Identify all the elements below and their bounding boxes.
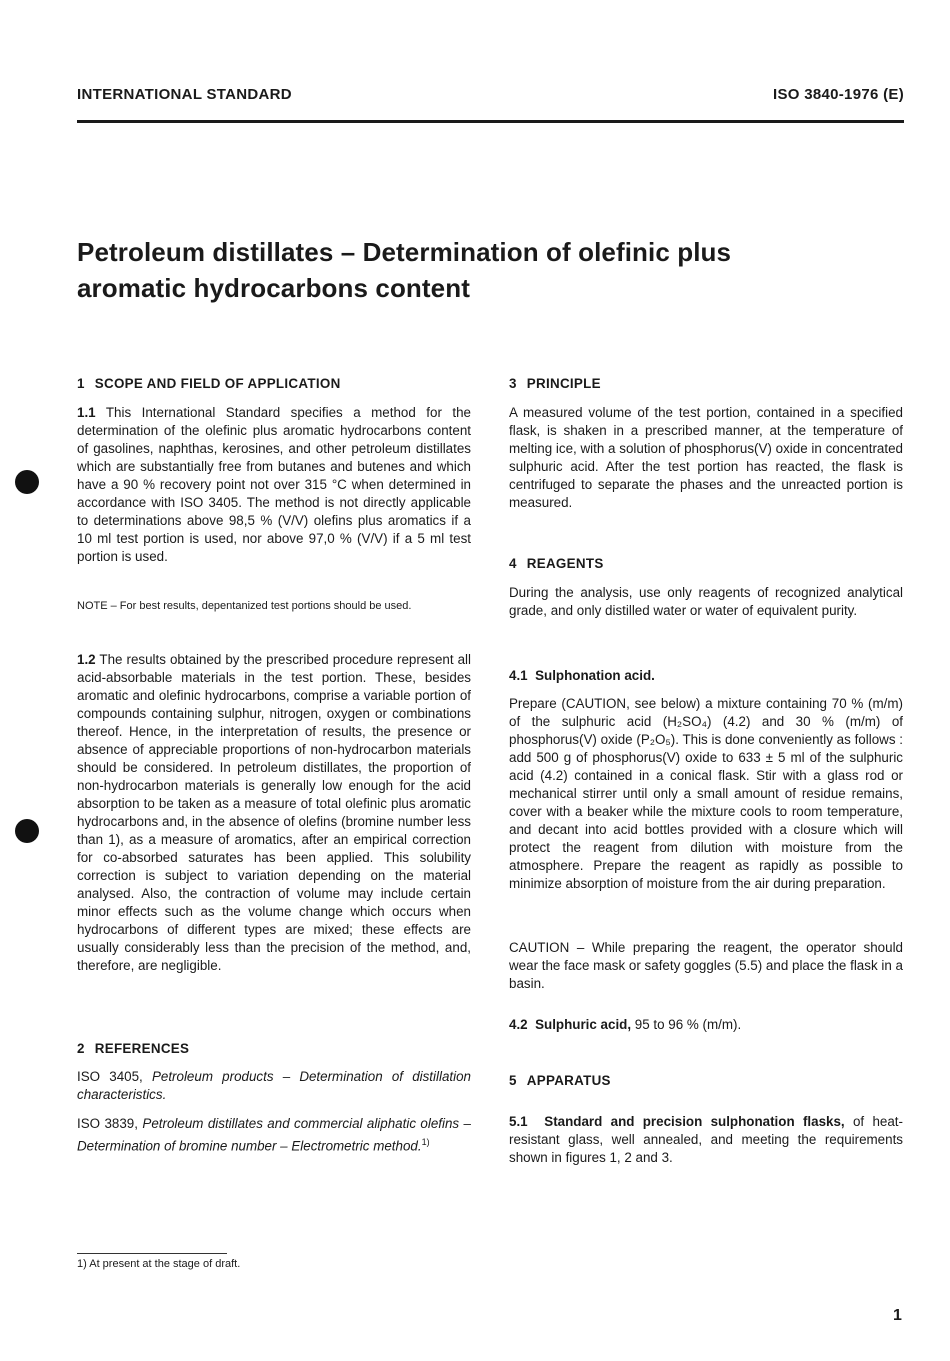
section-heading-principle: 3 PRINCIPLE	[509, 376, 601, 391]
section-heading-reagents: 4 REAGENTS	[509, 556, 604, 571]
footnote: 1) At present at the stage of draft.	[77, 1258, 241, 1270]
paragraph-principle: A measured volume of the test portion, contained in a specified flask, is shaken in a prescribed manner, at the temperature of melting ice, with a solution of phosphorus(V) oxide in concentrated sulphuric acid. After the test portion has reacted, the flask is centrifuged to separate the phases and the unreacted portion is measured.	[509, 405, 903, 510]
paragraph-reagents: During the analysis, use only reagents of recognized analytical grade, and only distilled water or water of equivalent purity.	[509, 585, 903, 618]
reference-iso-3839: ISO 3839, Petroleum distillates and commercial aliphatic olefins – Determination of bromine number – Electrometric method.$^{1)}$	[77, 1116, 471, 1154]
title-line-2: aromatic hydrocarbons content	[77, 273, 470, 303]
caution-paragraph: CAUTION – While preparing the reagent, the operator should wear the face mask or safety goggles (5.5) and place the flask in a basin.	[509, 940, 903, 991]
paragraph-1-1: 1.1 This International Standard specifies a method for the determination of the olefinic plus aromatic hydrocarbons content of gasolines, naphthas, kerosines, and other petroleum distillates which are substantially free from butanes and butenes and which have a 90 % recovery point not over 315 °C when determined in accordance with ISO 3405. The method is not directly applicable to determinations above 98,5 % (V/V) olefins plus aromatics if a 10 ml test portion is used, nor above 97,0 % (V/V) if a 5 ml test portion is used.	[77, 405, 471, 564]
paragraph-4-1: Prepare (CAUTION, see below) a mixture containing 70 % (m/m) of the sulphuric acid (H₂SO₄) (4.2) and 30 % (m/m) of phosphorus(V) oxide (P₂O₅). This is done conveniently as follows : add 500 g of phosphorus(V) oxide to 633 ± 5 ml of the sulphuric acid (4.2) contained in a conical flask. Stir with a glass rod or mechanical stirrer until only a small amount of residue remains, cover with a beaker while the mixture cools to room temperature, and decant into acid bottles provided with a closure which will protect the reagent from dilution with moisture from the atmosphere. Prepare the reagent as rapidly as possible to minimize absorption of moisture from the air during preparation.	[509, 696, 903, 891]
note: NOTE – For best results, depentanized test portions should be used.	[77, 600, 412, 612]
subsection-4-2: 4.2 Sulphuric acid, 95 to 96 % (m/m).	[509, 1017, 742, 1032]
subsection-heading-4-1: 4.1 Sulphonation acid.	[509, 668, 655, 683]
title-line-1: Petroleum distillates – Determination of olefinic plus	[77, 237, 732, 267]
header-rule	[77, 120, 904, 123]
page-number: 1	[893, 1307, 902, 1324]
section-heading-apparatus: 5 APPARATUS	[509, 1073, 611, 1088]
reference-iso-3405: ISO 3405, Petroleum products – Determination of distillation characteristics.	[77, 1069, 471, 1102]
subsection-5-1: 5.1 Standard and precision sulphonation flasks, of heat-resistant glass, well annealed, and meeting the requirements shown in figures 1, 2 and 3.	[509, 1114, 903, 1165]
header-standard-number: ISO 3840-1976 (E)	[772, 86, 904, 103]
footnote-rule	[77, 1253, 227, 1254]
section-heading-scope: 1 SCOPE AND FIELD OF APPLICATION	[77, 376, 341, 391]
punch-hole	[15, 470, 39, 494]
section-heading-references: 2 REFERENCES	[77, 1041, 190, 1056]
header-document-type: INTERNATIONAL STANDARD	[77, 86, 292, 103]
punch-hole	[15, 819, 39, 843]
paragraph-1-2: 1.2 The results obtained by the prescribed procedure represent all acid-absorbable materials in the test portion. These, besides aromatic and olefinic hydrocarbons, comprise a variable portion of compounds containing sulphur, nitrogen, oxygen or combinations thereof. Hence, in the interpretation of results, the presence or absence of appreciable proportions of non-hydrocarbon materials should be considered. In petroleum distillates, the proportion of non-hydrocarbon materials is generally low enough for the acid absorption to be taken as a measure of total olefinic plus aromatic hydrocarbons and, in the absence of olefins (bromine number less than 1), as a measure of aromatics, after an empirical correction for co-absorbed saturates has been applied. This solubility correction is subject to variation depending on the material analysed. Also, the contraction of volume may include certain minor effects such as the volume change which occurs when hydrocarbons of different types are mixed; these effects are usually considerably less than the precision of the method, and, therefore, are negligible.	[77, 652, 471, 973]
document-title	[77, 234, 877, 306]
